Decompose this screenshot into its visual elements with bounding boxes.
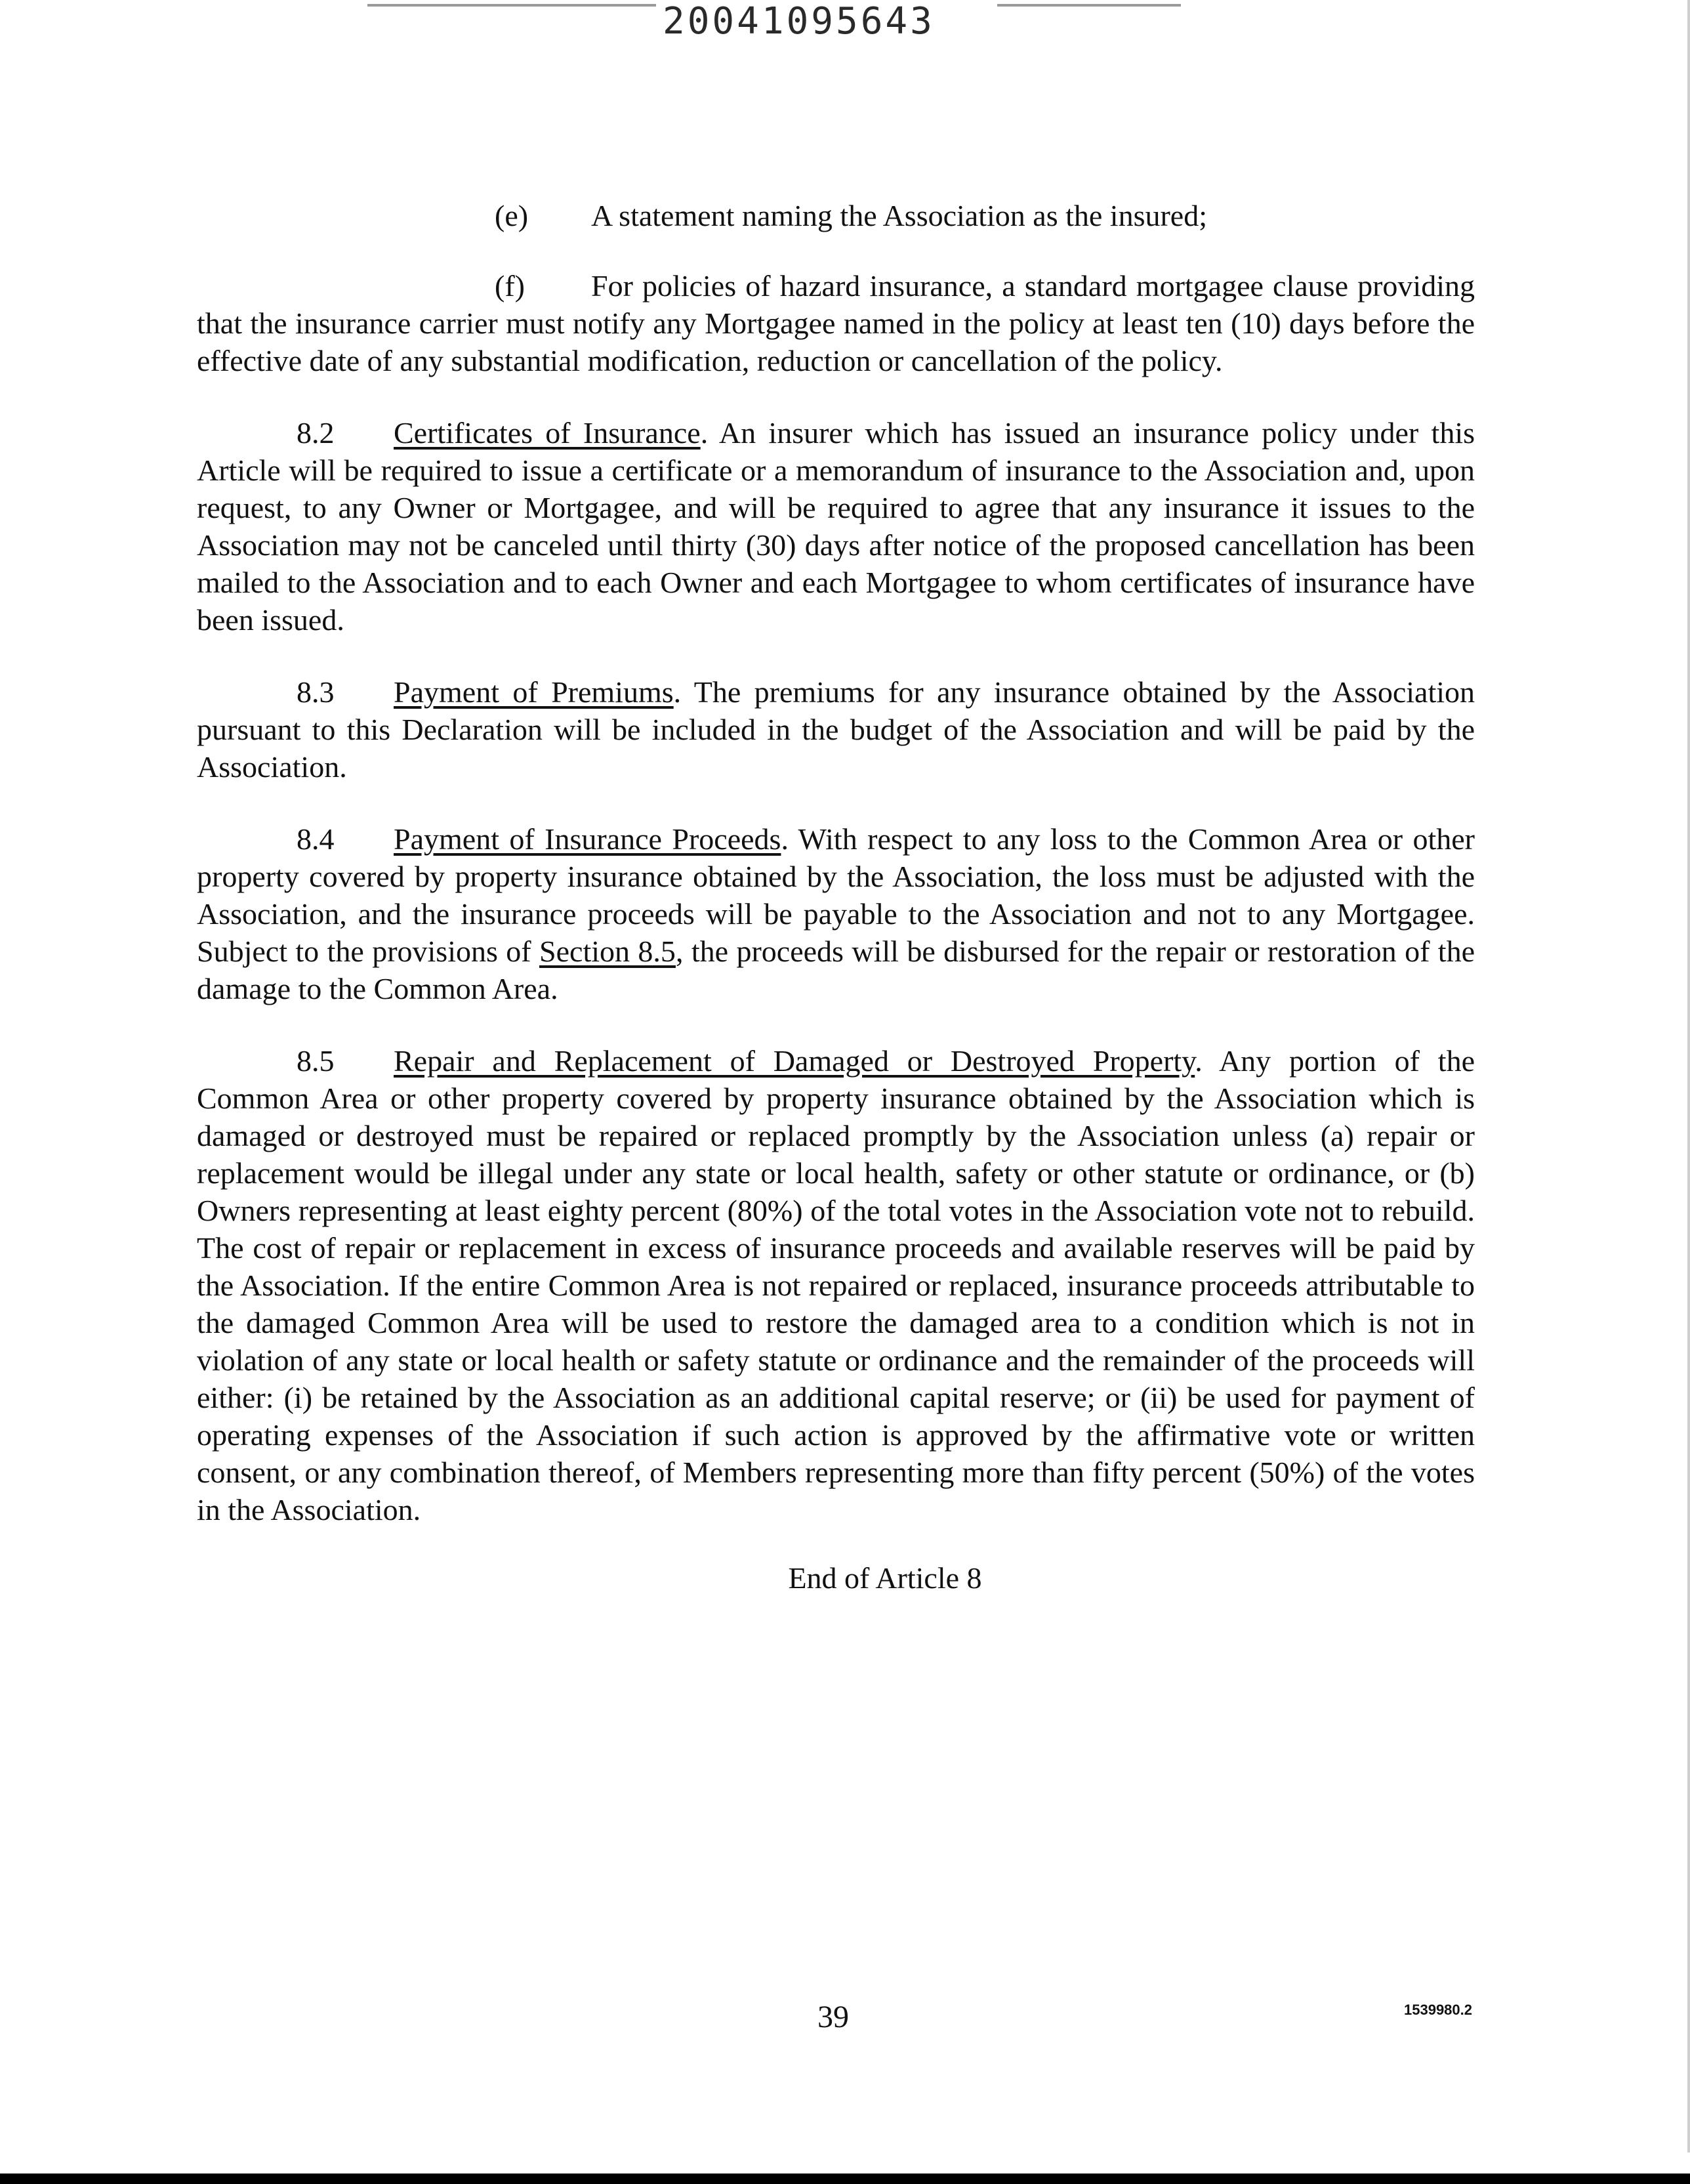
section-title: Payment of Premiums [394,675,674,709]
document-body [197,197,1475,1597]
section-body: . An insurer which has issued an insurance policy under this Article will be required to issue a certificate or a memorandum of insurance to the Association and, upon request, to any Owner or Mortgagee, and will be required to agree that any insurance it issues to the Association may not be canceled until thirty (30) days after notice of the proposed cancellation has been mailed to the Association and to each Owner and each Mortgagee to whom certificates of insurance have been issued. [197,416,1475,637]
section-title: Repair and Replacement of Damaged or Destroyed Property [394,1044,1195,1078]
scan-artifact-line-left [367,4,656,7]
section-8-3 [197,673,1475,786]
list-item-marker: (e) [495,199,529,232]
section-title: Certificates of Insurance [394,416,701,450]
scan-edge-right [1687,0,1690,2152]
end-of-article: End of Article 8 [788,1561,982,1595]
section-8-2 [197,414,1475,639]
section-body: . Any portion of the Common Area or other property covered by property insurance obtained by the Association which is damaged or destroyed must be repaired or replaced promptly by the Association unless (a) repair or replacement would be illegal under any state or local health, safety or other statute or ordinance, or (b) Owners representing at least eighty percent (80%) of the total votes in the Association vote not to rebuild. The cost of repair or replacement in excess of insurance proceeds and available reserves will be paid by the Association. If the entire Common Area is not repaired or replaced, insurance proceeds attributable to the damaged Common Area will be used to restore the damaged area to a condition which is not in violation of any state or local health or safety statute or ordinance and the remainder of the proceeds will either: (i) be retained by the Association as an additional capital reserve; or (ii) be used for payment of operating expenses of the Association if such action is approved by the affirmative vote or written consent, or any combination thereof, of Members representing more than fifty percent (50%) of the votes in the Association. [197,1044,1475,1526]
section-8-4 [197,820,1475,1007]
section-title: Payment of Insurance Proceeds [394,822,781,856]
file-code: 1539980.2 [1404,2002,1472,2018]
section-body: . The premiums for any insurance obtained by the Association pursuant to this Declaration will be included in the budget of the Association and will be paid by the Association. [197,675,1475,784]
section-number: 8.2 [297,416,335,450]
section-8-5 [197,1042,1475,1528]
section-number: 8.5 [297,1044,335,1078]
list-item-marker: (f) [495,269,525,303]
list-item-text: For policies of hazard insurance, a standard mortgagee clause providing that the insurance carrier must notify any Mortgagee named in the policy at least ten (10) days before the effective date of any substantial modification, reduction or cancellation of the policy. [197,269,1475,377]
section-cross-reference: Section 8.5 [539,934,676,968]
section-body-continued: , the proceeds will be disbursed for the repair or restoration of the damage to the Common Area. [197,934,1475,1005]
list-item-text: A statement naming the Association as the insured; [591,199,1208,232]
section-body: . With respect to any loss to the Common Area or other property covered by property insurance obtained by the Association, the loss must be adjusted with the Association, and the insurance proceeds will be payable to the Association and not to any Mortgagee. Subject to the provisions of [197,822,1475,968]
document-recording-number: 20041095643 [663,0,935,43]
scan-edge-bottom [0,2174,1690,2184]
section-number: 8.3 [297,675,335,709]
section-number: 8.4 [297,822,335,856]
page-number: 39 [817,2000,849,2034]
list-item-e [197,197,1475,234]
list-item-f [197,267,1475,379]
